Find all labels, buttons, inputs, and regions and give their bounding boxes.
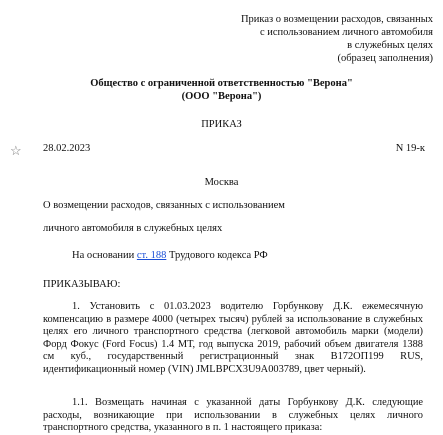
city: Москва — [204, 177, 239, 188]
subject-line-1: О возмещении расходов, связанных с использованием — [43, 200, 285, 211]
header-line-3: в служебных целях — [347, 40, 433, 51]
header-line-2: с использованием личного автомобиля — [259, 27, 433, 38]
star-icon[interactable]: ☆ — [10, 143, 22, 158]
order-item-1-1: 1.1. Возмещать начиная с указанной даты Горбункову Д.К. следующие расходы, возникающие при использовании в служебных целях личного транспортного средства, указанного в п. 1 настоящего приказа: — [43, 397, 423, 434]
header-line-1: Приказ о возмещении расходов, связанных — [240, 14, 433, 25]
document-type: ПРИКАЗ — [201, 119, 242, 130]
basis-text-before: На основании — [72, 250, 137, 261]
order-item-1: 1. Установить с 01.03.2023 водителю Горбункову Д.К. ежемесячную компенсацию в размере 4000 (четырех тысяч) рублей за использование в служебных целях его личного транспортного средства (легковой автомобиль марки (модели) Форд Фокус (Ford Focus) 1.4 МТ, год выпуска 2019, рабочий объем двигателя 1388 см куб., государственный регистрационный знак В172ОП199 RUS, идентификационный номер (VIN) JMLBPCX3U9A003789, цвет черный). — [43, 301, 423, 375]
order-word: ПРИКАЗЫВАЮ: — [43, 279, 121, 290]
subject-line-2: личного автомобиля в служебных целях — [43, 223, 223, 234]
basis-text-after: Трудового кодекса РФ — [166, 250, 268, 261]
organization-name: Общество с ограниченной ответственностью "Верона" — [90, 78, 353, 89]
order-number: N 19-к — [395, 143, 425, 154]
article-188-link[interactable]: ст. 188 — [136, 250, 167, 261]
order-date: 28.02.2023 — [43, 143, 91, 154]
organization-short-name: (ООО "Верона") — [181, 91, 262, 102]
header-line-4: (образец заполнения) — [337, 53, 433, 64]
basis-line — [72, 250, 268, 261]
